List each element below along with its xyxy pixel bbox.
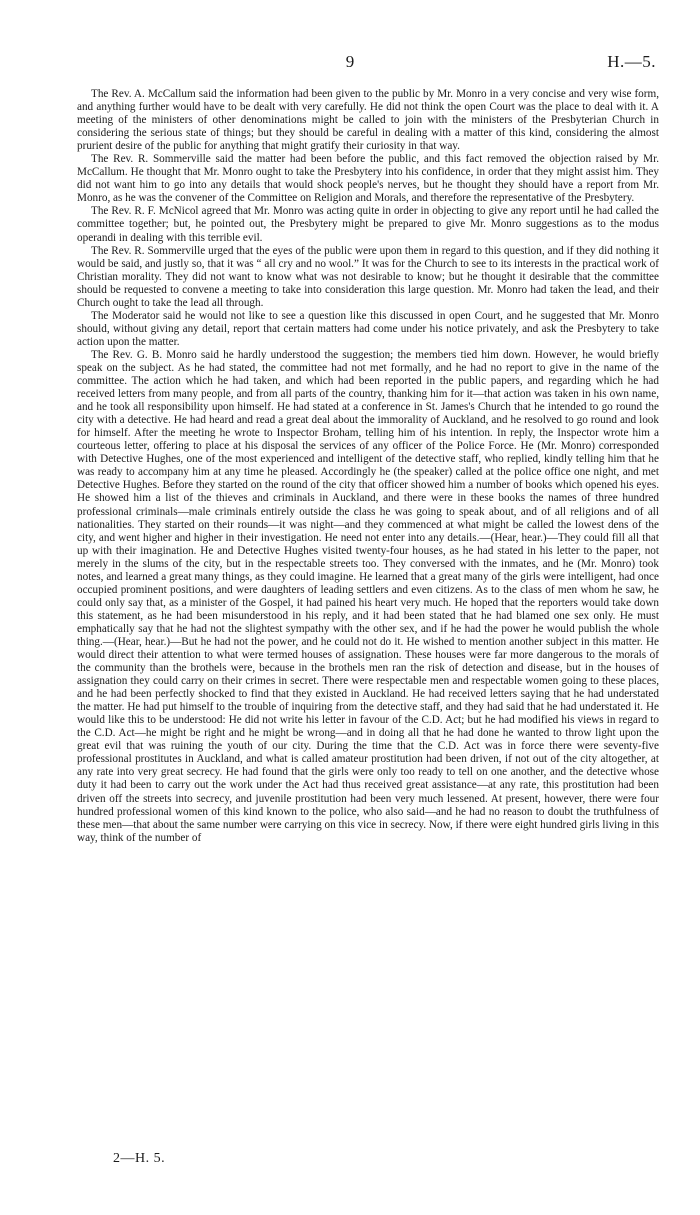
page-header: [0, 52, 700, 76]
paragraph: The Moderator said he would not like to see a question like this discussed in open Court, and he suggested that Mr. Monro should, without giving any detail, report that certain matters had come under his notice privately, and ask the Presbytery to take action upon the matter.: [77, 309, 659, 348]
paragraph: The Rev. R. Sommerville urged that the eyes of the public were upon them in regard to this question, and if they did nothing it would be said, and justly so, that it was “ all cry and no wool.” It was for the Church to see to its interests in the practical work of Christian morality. They did not want to know what was not desirable to know; but he thought it desirable that the committee should be requested to convene a meeting to take into consideration this large question. Mr. Monro had taken the lead, and their Church ought to take the lead all through.: [77, 244, 659, 309]
paragraph: The Rev. G. B. Monro said he hardly understood the suggestion; the members tied him down. However, he would briefly speak on the subject. As he had stated, the committee had not met formally, and he had no report to give in the name of the committee. The action which he had taken, and which had been reported in the public papers, and regarding which he had received letters from many people, and from all parts of the country, thanking him for it—that action was taken in his own name, and he took all responsibility upon himself. He had stated at a conference in St. James's Church that he intended to go round the city with a detective. He had heard and read a great deal about the immorality of Auckland, and he resolved to go round and look for himself. After the meeting he wrote to Inspector Broham, telling him of his intention. In reply, the Inspector wrote him a courteous letter, offering to place at his disposal the services of any officer of the Police Force. He (Mr. Monro) corresponded with Detective Hughes, one of the most experienced and intelligent of the detective staff, who replied, kindly telling him that he was ready to accompany him at any time he pleased. Accordingly he (the speaker) called at the police office one night, and met Detective Hughes. Before they started on the round of the city that officer showed him a number of books which opened his eyes. He showed him a list of the thieves and criminals in Auckland, and there were in these books the names of three hundred professional criminals—male criminals entirely outside the class he was going to speak about, and of all religions and of all nationalities. They started on their rounds—it was night—and they commenced at what might be called the lowest dens of the city, and went higher and higher in their investigation. He need not enter into any details.—(Hear, hear.)—They could fill all that up with their imagination. He and Detective Hughes visited twenty-four houses, as he had stated in his letter to the paper, not merely in the slums of the city, but in the respectable streets too. They conversed with the inmates, and he (Mr. Monro) took notes, and learned a great many things, as they could imagine. He learned that a great many of the girls were intelligent, had once occupied prominent positions, and were daughters of leading settlers and even citizens. As to the class of men whom he saw, he could only say that, as a minister of the Gospel, it had pained his heart very much. He hoped that the reporters would take down this statement, as he had been misunderstood in his reply, and it had been stated that he had blamed one sex only. He must emphatically say that he had not the slightest sympathy with the other sex, and if he had the power he would publish the whole thing.—(Hear, hear.)—But he had not the power, and he could not do it. He wished to mention another subject in this matter. He would direct their attention to what were termed houses of assignation. These houses were far more dangerous to the morals of the community than the brothels were, because in the brothels men ran the risk of detection and disease, but in the houses of assignation they could carry on their crimes in secret. There were respectable men and respectable women going to these places, and he had been perfectly shocked to find that they existed in Auckland. He had received letters saying that he had understated the matter. He had put himself to the trouble of inquiring from the detective staff, and they had said that he had understated it. He would like this to be understood: He did not write his letter in favour of the C.D. Act; but he had modified his views in regard to the C.D. Act—he might be right and he might be wrong—and in doing all that he had done he wanted to throw light upon the great evil that was ruining the youth of our city. During the time that the C.D. Act was in force there were seventy-five professional prostitutes in Auckland, and what is called amateur prostitution had been driven, if not out of the city altogether, at any rate into very great secrecy. He had found that the girls were only too ready to tell on one another, and the detective whose duty it had been to carry out the work under the Act had thus received great assistance—at any rate, this prostitution had been driven off the streets into secrecy, and juvenile prostitution had been very much lessened. At present, however, there were four hundred professional women of this kind known to the police, who also said—and he had no reason to doubt the truthfulness of these men—that about the same number were carrying on this vice in secrecy. Now, if there were eight hundred girls living in this way, think of the number of: [77, 348, 659, 844]
paragraph: The Rev. R. F. McNicol agreed that Mr. Monro was acting quite in order in objecting to give any report until he had called the committee together; but, he pointed out, the Presbytery might be prepared to give Mr. Monro suggestions as to the modus operandi in dealing with this terrible evil.: [77, 205, 659, 244]
document-reference: H.—5.: [607, 52, 656, 71]
page-number: 9: [345, 52, 355, 71]
body-text: [77, 88, 659, 845]
paragraph: The Rev. R. Sommerville said the matter had been before the public, and this fact removed the objection raised by Mr. McCallum. He thought that Mr. Monro ought to take the Presbytery into his confidence, in order that they might assist him. They did not want him to go into any details that would shock people's nerves, but he thought they should have a report from Mr. Monro, as he was the convener of the Committee on Religion and Morals, and therefore the representative of the Presbytery.: [77, 153, 659, 205]
signature-mark: 2—H. 5.: [113, 1151, 166, 1166]
paragraph: The Rev. A. McCallum said the information had been given to the public by Mr. Monro in a very concise and very wise form, and anything further would have to be dealt with very carefully. He did not think the open Court was the place to deal with it. A meeting of the ministers of other denominations might be called to join with the ministers of the Presbyterian Church in considering the serious state of things; but they should be careful in dealing with a matter of this kind, considering the almost prurient desire of the public for anything that might gratify their curiosity in that way.: [77, 88, 659, 153]
